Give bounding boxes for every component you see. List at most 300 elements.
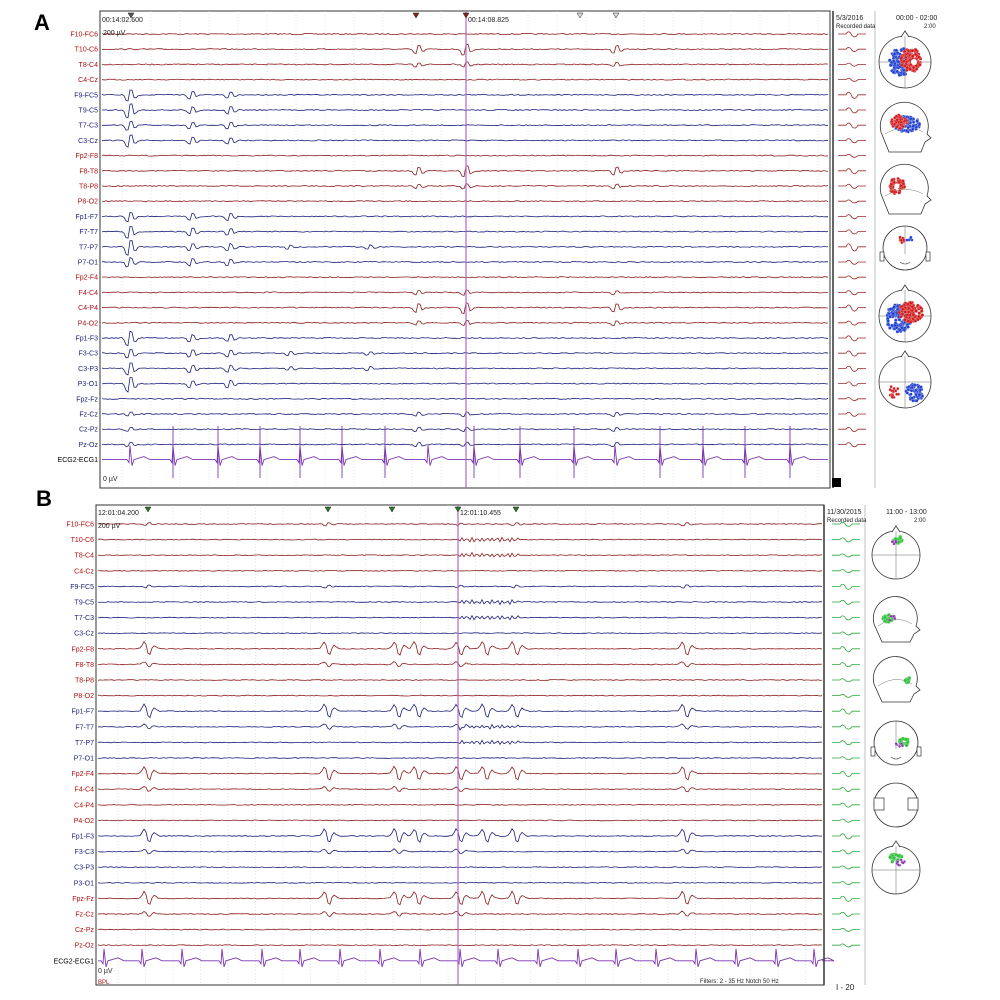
eeg-trace: [102, 34, 828, 35]
dipole-dot: [896, 387, 899, 390]
panel-a-source-heads: [879, 31, 931, 408]
dipole-dot: [906, 392, 909, 395]
dipole-dot: [910, 393, 913, 396]
panel-a: [58, 11, 938, 488]
ear-icon: [871, 747, 875, 756]
averaged-waveform: [832, 725, 860, 729]
eeg-trace: [98, 662, 822, 667]
dipole-dot: [902, 69, 905, 72]
dipole-dot: [911, 305, 914, 308]
dipole-dot: [894, 390, 897, 393]
dipole-center: [911, 59, 917, 65]
dipole-dot: [911, 128, 914, 131]
eeg-trace: [102, 350, 828, 358]
eeg-trace: [102, 226, 828, 238]
dipole-dot: [897, 854, 901, 858]
channel-label: Fz-Cz: [75, 911, 94, 919]
channel-label: T7-P7: [78, 244, 98, 252]
dipole-dot: [897, 864, 900, 867]
dipole-dot: [902, 73, 905, 76]
event-marker[interactable]: [145, 507, 151, 512]
eeg-trace: [98, 911, 822, 917]
channel-label: F9-FC5: [70, 583, 94, 591]
averaged-waveform: [832, 600, 860, 604]
panel-a-averages: [838, 32, 866, 447]
averaged-waveform: [838, 305, 866, 311]
ear-icon: [917, 747, 921, 756]
dipole-dot: [907, 680, 911, 684]
channel-label: F10-FC6: [66, 521, 94, 529]
dipole-dot: [901, 308, 904, 311]
dipole-dot: [901, 305, 904, 308]
averaged-waveform: [832, 866, 860, 869]
channel-label: P3-O1: [73, 880, 94, 888]
dipole-dot: [917, 315, 920, 318]
eeg-trace: [98, 867, 822, 868]
dipole-dot: [896, 125, 899, 128]
averaged-waveform: [832, 850, 860, 854]
channel-label: P8-O2: [77, 198, 98, 206]
eeg-trace: [98, 758, 822, 759]
averaged-waveform: [832, 944, 860, 947]
panel-b-recorded: Recorded data: [827, 518, 867, 524]
dipole-dot: [898, 738, 902, 742]
panel-a-stop-square[interactable]: [832, 478, 841, 487]
eeg-trace: [98, 891, 822, 905]
averaged-waveform: [832, 819, 860, 822]
dipole-center: [895, 184, 900, 189]
dipole-dot: [912, 318, 915, 321]
event-marker[interactable]: [413, 13, 419, 18]
dipole-dot: [906, 239, 909, 242]
dipole-dot: [916, 304, 919, 307]
panel-a-grid: [122, 11, 818, 488]
averaged-waveform: [832, 757, 860, 760]
ear-icon: [874, 798, 884, 810]
dipole-dot: [895, 541, 898, 544]
dipole-dot: [898, 74, 901, 77]
head-top-2: [879, 285, 931, 342]
eeg-trace: [98, 882, 822, 883]
averaged-waveform: [838, 397, 866, 400]
eeg-trace: [102, 79, 828, 80]
eeg-trace: [102, 277, 828, 278]
dipole-dot: [914, 49, 917, 52]
dipole-dot: [902, 239, 905, 242]
channel-label: Fpz-Fz: [76, 396, 98, 404]
dipole-dot: [920, 310, 923, 313]
averaged-waveform: [838, 215, 866, 219]
panel-a-time-cursor: 00:14:08.825: [468, 17, 509, 24]
dipole-dot: [889, 308, 892, 311]
eeg-trace: [102, 44, 828, 55]
averaged-waveform: [832, 787, 860, 791]
dipole-dot: [909, 117, 912, 120]
eeg-trace: [102, 183, 828, 189]
head-side-1: [880, 102, 931, 152]
dipole-dot: [900, 859, 903, 862]
panel-a-scale: 200 µV: [103, 30, 126, 37]
averaged-waveform: [832, 834, 860, 839]
dipole-dot: [896, 51, 899, 54]
eeg-trace: [98, 849, 822, 854]
dipole-dot: [890, 120, 893, 123]
eeg-trace: [98, 537, 822, 541]
channel-label: Fp1-F7: [71, 708, 94, 716]
head-side-outline: [880, 164, 931, 214]
dipole-dot: [907, 325, 910, 328]
dipole-dot: [907, 388, 910, 391]
channel-label: Fpz-Fz: [72, 895, 94, 903]
channel-label: T10-C6: [74, 46, 98, 54]
eeg-trace: [98, 553, 822, 557]
eeg-trace: [102, 442, 828, 447]
dipole-dot: [899, 236, 902, 239]
panel-b-range-sub: 2:00: [914, 518, 926, 524]
averaged-waveform: [838, 276, 866, 279]
dipole-dot: [901, 125, 904, 128]
dipole-dot: [891, 178, 894, 181]
channel-label: Fp1-F3: [71, 833, 94, 841]
averaged-waveform: [838, 63, 866, 66]
dipole-dot: [891, 540, 894, 543]
panel-b-scale: 200 µV: [98, 523, 121, 530]
dipole-dot: [909, 302, 912, 305]
panel-b-ecg-scale: 0 µV: [98, 968, 113, 975]
dipole-dot: [893, 324, 896, 327]
averaged-waveform: [838, 366, 866, 371]
dipole-dot: [918, 56, 921, 59]
dipole-dot: [919, 388, 922, 391]
averaged-waveform: [832, 881, 860, 884]
dipole-dot: [897, 60, 900, 63]
averaged-waveform: [838, 230, 866, 234]
channel-label: F3-C3: [78, 350, 98, 358]
channel-label: P4-O2: [73, 817, 94, 825]
eeg-trace: [98, 766, 822, 779]
head-side-2: [880, 164, 931, 214]
averaged-waveform: [832, 771, 860, 776]
dipole-dot: [888, 326, 891, 329]
dipole-dot: [903, 50, 906, 53]
averaged-waveform: [838, 123, 866, 128]
dipole-dot: [892, 312, 895, 315]
dipole-dot: [915, 393, 918, 396]
dipole-dot: [920, 386, 923, 389]
panel-b-grid: [118, 505, 806, 985]
eeg-trace: [102, 166, 828, 177]
channel-label: F8-T8: [79, 168, 98, 176]
dipole-dot: [894, 319, 897, 322]
panel-a-traces: [102, 34, 828, 479]
eeg-trace: [98, 523, 822, 526]
averaged-waveform: [832, 896, 860, 901]
dipole-dot: [911, 397, 914, 400]
eeg-trace: [98, 786, 822, 792]
dipole-dot: [887, 319, 890, 322]
channel-label: F9-FC5: [74, 92, 98, 100]
panel-b-time-start: 12:01:04.200: [98, 510, 139, 517]
eeg-trace: [98, 570, 822, 571]
dipole-dot: [891, 190, 894, 193]
event-marker[interactable]: [325, 507, 331, 512]
dipole-dot: [912, 313, 915, 316]
averaged-waveform: [838, 260, 866, 264]
averaged-waveform: [832, 632, 860, 635]
dipole-dot: [899, 536, 903, 540]
dipole-dot: [911, 55, 914, 58]
dipole-dot: [898, 318, 901, 321]
averaged-waveform: [838, 427, 866, 431]
eeg-trace: [102, 241, 828, 256]
channel-label: T8-P8: [74, 677, 94, 685]
dipole-dot: [906, 313, 909, 316]
channel-label: Pz-Oz: [78, 441, 98, 449]
averaged-waveform: [838, 154, 866, 157]
averaged-waveform: [832, 709, 860, 714]
averaged-waveform: [838, 244, 866, 251]
averaged-waveform: [838, 169, 866, 174]
channel-label: T8-C4: [74, 552, 94, 560]
dipole-dot: [912, 66, 915, 69]
eeg-trace: [98, 724, 822, 730]
dipole-dot: [900, 239, 903, 242]
dipole-dot: [906, 303, 909, 306]
eeg-trace: [98, 820, 822, 821]
dipole-dot: [898, 311, 901, 314]
averaged-waveform: [838, 47, 866, 51]
eeg-trace: [102, 258, 828, 267]
channel-label: T10-C6: [70, 537, 94, 545]
channel-label: T7-C3: [74, 615, 94, 623]
panel-a-range: 00:00 - 02:00: [896, 15, 938, 22]
head-top-3: [879, 351, 931, 408]
channel-label: C3-Cz: [74, 630, 94, 638]
averaged-waveform: [838, 78, 866, 81]
dipole-dot: [919, 306, 922, 309]
averaged-waveform: [838, 200, 866, 203]
channel-label: F3-C3: [74, 849, 94, 857]
panel-a-time-start: 00:14:02.600: [102, 17, 143, 24]
dipole-dot: [893, 617, 896, 620]
dipole-dot: [906, 740, 910, 744]
channel-label: F4-C4: [78, 289, 98, 297]
dipole-dot: [893, 181, 896, 184]
dipole-dot: [899, 127, 902, 130]
head-side-2: [873, 657, 920, 702]
head-front-1: [880, 226, 930, 270]
dipole-dot: [892, 60, 895, 63]
channel-label: C4-Cz: [74, 568, 94, 576]
averaged-waveform: [832, 694, 860, 697]
dipole-dot: [901, 326, 904, 329]
dipole-dot: [893, 52, 896, 55]
dipole-dot: [892, 71, 895, 74]
panel-b-bpl: BPL: [98, 980, 110, 986]
panel-b-filters: Filters: 2 - 35 Hz Notch 50 Hz: [700, 979, 779, 985]
dipole-dot: [896, 861, 899, 864]
panel-a-range-sub: 2:00: [924, 24, 936, 30]
channel-label: Fp1-F7: [75, 213, 98, 221]
eeg-trace: [102, 378, 828, 393]
eeg-trace: [98, 945, 822, 946]
averaged-waveform: [832, 647, 860, 652]
dipole-dot: [909, 68, 912, 71]
dipole-dot: [911, 386, 914, 389]
dipole-dot: [898, 191, 901, 194]
panel-a-channel-labels: [58, 32, 99, 465]
event-marker[interactable]: [577, 13, 583, 18]
eeg-trace: [98, 600, 822, 605]
channel-label: F7-T7: [79, 229, 98, 237]
averaged-waveform: [838, 443, 866, 447]
dipole-dot: [912, 125, 915, 128]
eeg-trace: [102, 121, 828, 130]
dipole-dot: [905, 119, 908, 122]
dipole-dot: [890, 615, 893, 618]
channel-label: C3-P3: [78, 365, 98, 373]
eeg-trace: [102, 62, 828, 68]
head-top-1: [879, 31, 931, 88]
eeg-trace: [102, 90, 828, 101]
dipole-dot: [902, 862, 905, 865]
dipole-dot: [895, 742, 898, 745]
eeg-trace: [102, 398, 828, 399]
dipole-dot: [899, 184, 902, 187]
dipole-dot: [918, 122, 921, 125]
channel-label: Fp2-F4: [75, 274, 98, 282]
dipole-dot: [898, 745, 901, 748]
channel-label: F7-T7: [75, 724, 94, 732]
channel-label: C3-Cz: [78, 137, 98, 145]
dipole-dot: [912, 399, 915, 402]
dipole-dot: [907, 126, 910, 129]
panel-b: [54, 505, 927, 992]
dipole-dot: [896, 118, 899, 121]
averaged-waveform: [838, 291, 866, 295]
averaged-waveform: [838, 321, 866, 325]
averaged-waveform: [832, 616, 860, 620]
dipole-dot: [915, 67, 918, 70]
averaged-waveform: [832, 741, 860, 745]
panel-b-letter: B: [36, 486, 52, 511]
averaged-waveform: [838, 139, 866, 143]
dipole-dot: [911, 49, 914, 52]
dipole-dot: [910, 236, 913, 239]
dipole-dot: [890, 385, 893, 388]
channel-label: Fp2-F4: [71, 771, 94, 779]
dipole-dot: [893, 123, 896, 126]
dipole-dot: [895, 393, 898, 396]
channel-label: T9-C5: [78, 107, 98, 115]
eeg-trace: [102, 427, 828, 431]
channel-label: P7-O1: [73, 755, 94, 763]
dipole-dot: [901, 744, 904, 747]
dipole-dot: [914, 53, 917, 56]
dipole-dot: [890, 183, 893, 186]
averaged-waveform: [832, 663, 860, 667]
eeg-trace: [98, 680, 822, 681]
ecg-trace: [102, 446, 828, 466]
channel-label: T7-P7: [74, 739, 94, 747]
panel-b-page: I - 20: [836, 983, 855, 992]
channel-label: Fp1-F3: [75, 335, 98, 343]
averaged-waveform: [832, 912, 860, 916]
head-top-1: [872, 526, 920, 579]
head-side-1: [873, 597, 920, 642]
channel-label: P7-O1: [77, 259, 98, 267]
dipole-dot: [901, 313, 904, 316]
panel-a-letter: A: [34, 10, 50, 35]
channel-label: C4-P4: [74, 802, 94, 810]
averaged-waveform: [838, 32, 866, 37]
averaged-waveform: [838, 412, 866, 416]
channel-label: C3-P3: [74, 864, 94, 872]
averaged-waveform: [832, 569, 860, 572]
dipole-dot: [918, 393, 921, 396]
eeg-trace: [102, 135, 828, 147]
channel-label: P3-O1: [77, 381, 98, 389]
dipole-dot: [913, 383, 916, 386]
dipole-dot: [893, 387, 896, 390]
dipole-dot: [893, 306, 896, 309]
panel-b-channel-labels: [54, 522, 95, 966]
eeg-trace: [98, 929, 822, 930]
eeg-trace: [98, 642, 822, 656]
dipole-dot: [904, 310, 907, 313]
eeg-trace: [102, 303, 828, 314]
head-back-1: [874, 783, 918, 827]
panel-a-date: 5/3/2016: [836, 15, 864, 22]
eeg-trace: [102, 212, 828, 221]
eeg-trace: [102, 155, 828, 156]
channel-label: P8-O2: [73, 693, 94, 701]
eeg-trace: [102, 104, 828, 118]
head-top-2: [872, 841, 920, 894]
eeg-trace: [102, 201, 828, 202]
channel-label: Fp2-F8: [75, 153, 98, 161]
eeg-trace: [102, 290, 828, 296]
event-marker[interactable]: [389, 507, 395, 512]
panel-b-time-cursor: 12:01:10.455: [460, 510, 501, 517]
channel-label: Cz-Pz: [78, 426, 98, 434]
panel-a-ecg-scale: 0 µV: [103, 476, 118, 483]
averaged-waveform: [838, 108, 866, 113]
eeg-trace: [98, 695, 822, 696]
dipole-dot: [918, 63, 921, 66]
dipole-dot: [900, 57, 903, 60]
panel-a-recorded: Recorded data: [836, 24, 876, 30]
channel-label: Pz-Oz: [74, 942, 94, 950]
eeg-trace: [98, 804, 822, 805]
channel-label: C4-P4: [78, 305, 98, 313]
channel-label: T7-C3: [78, 122, 98, 130]
event-marker[interactable]: [613, 13, 619, 18]
averaged-waveform: [832, 679, 860, 682]
averaged-waveform: [838, 184, 866, 188]
ecg-trace: [98, 949, 834, 967]
panel-b-range: 11:00 - 13:00: [886, 509, 927, 516]
panel-b-traces: [98, 523, 834, 967]
panel-b-eeg-frame: [96, 505, 824, 985]
eeg-trace: [102, 412, 828, 417]
dipole-dot: [916, 318, 919, 321]
channel-label: F8-T8: [75, 661, 94, 669]
channel-label: F4-C4: [74, 786, 94, 794]
averaged-waveform: [838, 382, 866, 386]
channel-label: P4-O2: [77, 320, 98, 328]
event-marker[interactable]: [513, 507, 519, 512]
